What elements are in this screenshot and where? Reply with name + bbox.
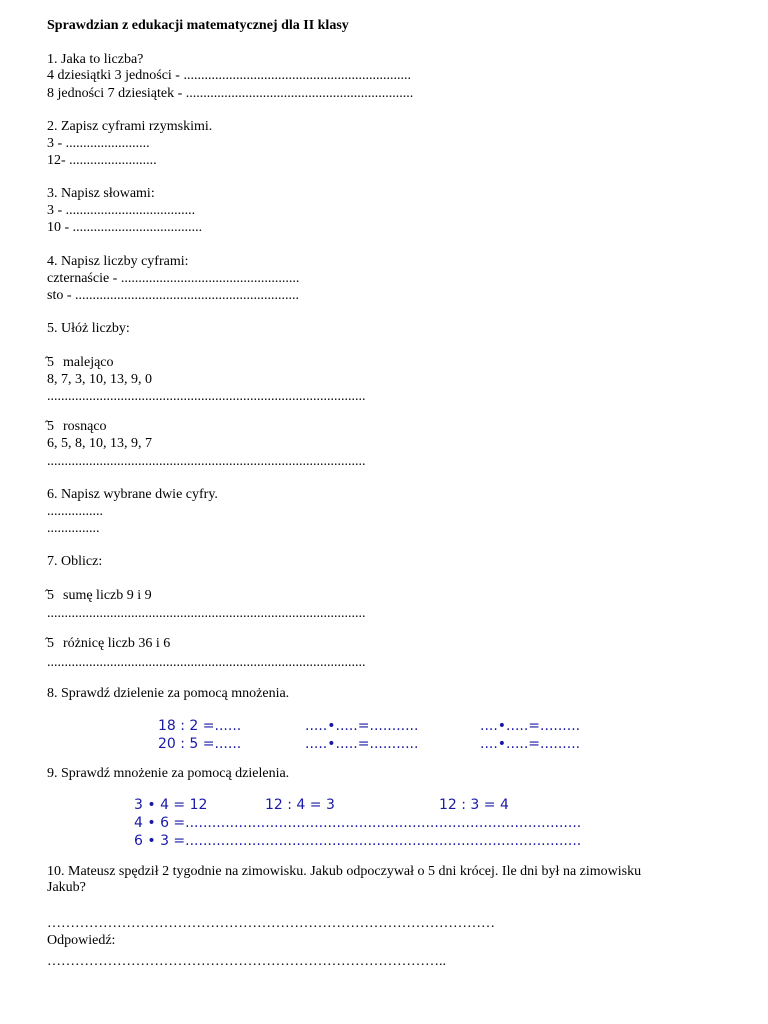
q1-line-1: 4 dziesiątki 3 jedności - .................................................................	[47, 68, 411, 83]
q2-line-2: 12- .........................	[47, 153, 157, 168]
q7-a-label: sumę liczb 9 i 9	[63, 588, 152, 603]
q5-b-label: rosnąco	[63, 419, 107, 434]
q5-item-b	[47, 419, 107, 435]
q9-row-2: 4 • 6 =.........................................................................................	[134, 815, 582, 831]
bullet-symbol: ̂5	[47, 636, 54, 651]
q9-row-1-equation: 3 • 4 = 12	[134, 797, 208, 813]
q4-line-2: sto - ................................................................	[47, 288, 299, 303]
q8-row-1-equation: 18 : 2 =......	[158, 718, 242, 734]
q9-heading: 9. Sprawdź mnożenie za pomocą dzielenia.	[47, 766, 290, 781]
q7-b-answer: ...........................................................................................	[47, 655, 366, 670]
q6-line-1: ................	[47, 504, 103, 519]
bullet-symbol: ̂5	[47, 355, 54, 370]
q10-work-line: ……………………………………………………………………………………	[47, 916, 495, 931]
q10-answer-line: …………………………………………………………………………..	[47, 954, 446, 969]
q5-item-a	[47, 355, 114, 371]
q6-heading: 6. Napisz wybrane dwie cyfry.	[47, 487, 218, 502]
q5-heading: 5. Ułóż liczby:	[47, 321, 130, 336]
q3-heading: 3. Napisz słowami:	[47, 186, 155, 201]
bullet-symbol: ̂5	[47, 588, 54, 603]
q3-line-2: 10 - .....................................	[47, 220, 203, 235]
q6-line-2: ...............	[47, 521, 100, 536]
q1-heading: 1. Jaka to liczba?	[47, 52, 144, 67]
q7-heading: 7. Oblicz:	[47, 554, 103, 569]
q7-b-label: różnicę liczb 36 i 6	[63, 636, 171, 651]
q8-row-2-check-2: ....•.....=.........	[480, 736, 581, 752]
q10-answer-label: Odpowiedź:	[47, 933, 116, 948]
q2-line-1: 3 - ........................	[47, 136, 150, 151]
q10-heading-line-2: Jakub?	[47, 880, 86, 895]
q5-b-answer: ...........................................................................................	[47, 454, 366, 469]
q7-a-answer: ...........................................................................................	[47, 606, 366, 621]
q9-row-1-check-2: 12 : 3 = 4	[439, 797, 509, 813]
q7-item-a	[47, 588, 152, 604]
q8-row-1-check-1: .....•.....=...........	[305, 718, 419, 734]
q4-heading: 4. Napisz liczby cyframi:	[47, 254, 189, 269]
q5-a-answer: ...........................................................................................	[47, 389, 366, 404]
bullet-symbol: ̂5	[47, 419, 54, 434]
q9-row-1-check-1: 12 : 4 = 3	[265, 797, 335, 813]
q4-line-1: czternaście - ...................................................	[47, 271, 300, 286]
q2-heading: 2. Zapisz cyframi rzymskimi.	[47, 119, 213, 134]
q7-item-b	[47, 636, 170, 652]
q5-a-label: malejąco	[63, 355, 114, 370]
page-title: Sprawdzian z edukacji matematycznej dla II klasy	[47, 18, 349, 33]
q10-heading-line-1: 10. Mateusz spędził 2 tygodnie na zimowisku. Jakub odpoczywał o 5 dni krócej. Ile dni był na zimowisku	[47, 864, 642, 879]
q9-row-3: 6 • 3 =.........................................................................................	[134, 833, 582, 849]
q3-line-1: 3 - .....................................	[47, 203, 196, 218]
q8-heading: 8. Sprawdź dzielenie za pomocą mnożenia.	[47, 686, 290, 701]
q8-row-2-equation: 20 : 5 =......	[158, 736, 242, 752]
q5-a-numbers: 8, 7, 3, 10, 13, 9, 0	[47, 372, 152, 387]
q8-row-1-check-2: ....•.....=.........	[480, 718, 581, 734]
q5-b-numbers: 6, 5, 8, 10, 13, 9, 7	[47, 436, 152, 451]
q1-line-2: 8 jedności 7 dziesiątek - .................................................................	[47, 86, 414, 101]
q8-row-2-check-1: .....•.....=...........	[305, 736, 419, 752]
